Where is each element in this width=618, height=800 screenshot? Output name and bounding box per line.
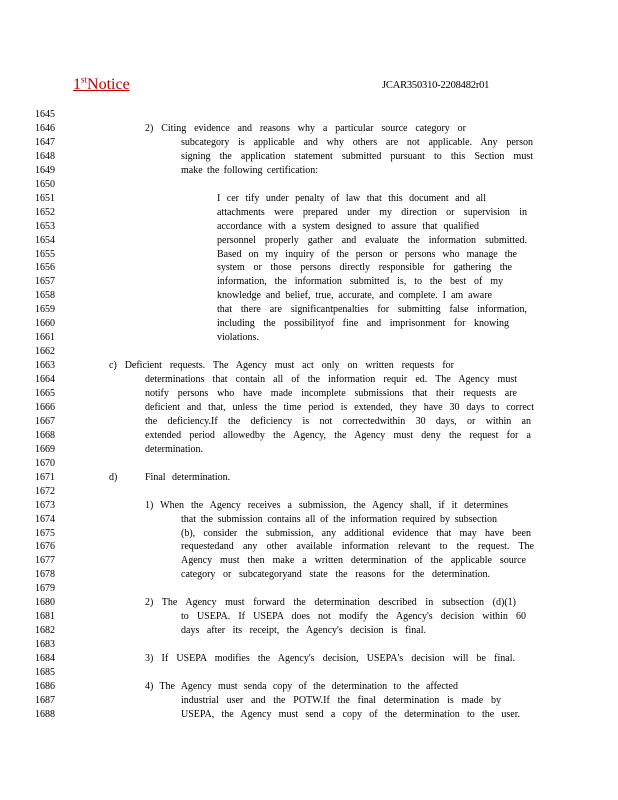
line-number: 1657 xyxy=(35,276,55,288)
line-number: 1672 xyxy=(35,485,55,497)
text-line: violations. xyxy=(217,332,259,344)
notice-label: 1stNotice xyxy=(73,74,130,93)
document-id: JCAR350310-2208482r01 xyxy=(382,80,490,91)
line-number: 1647 xyxy=(35,136,55,148)
text-line: days after its receipt, the Agency's decision is final. xyxy=(181,625,426,637)
line-number: 1651 xyxy=(35,192,55,204)
text-line: make the following certification: xyxy=(181,164,318,176)
line-number: 1688 xyxy=(35,708,55,720)
text-line: 4) The Agency must senda copy of the determination to the affected xyxy=(145,680,458,692)
text-line: 2) The Agency must forward the determination described in subsection (d)(1) xyxy=(145,597,516,609)
text-line: deficient and that, unless the time period is extended, they have 30 days to correct xyxy=(145,401,534,413)
text-line: that the submission contains all of the information required by subsection xyxy=(181,513,497,525)
line-number: 1655 xyxy=(35,248,55,260)
text-line: that there are significantpenalties for submitting false information, xyxy=(217,304,527,316)
line-number: 1685 xyxy=(35,667,55,678)
text-line: system or those persons directly responsible for gathering the xyxy=(217,262,512,274)
line-number: 1659 xyxy=(35,304,55,316)
text-line: 1) When the Agency receives a submission, the Agency shall, if it determines xyxy=(145,499,508,511)
line-number: 1656 xyxy=(35,262,55,274)
text-line: notify persons who have made incomplete submissions that their requests are xyxy=(145,388,517,399)
line-number: 1662 xyxy=(35,346,55,358)
line-number: 1676 xyxy=(35,541,55,553)
line-number: 1654 xyxy=(35,234,55,246)
line-number: 1650 xyxy=(35,178,55,190)
text-line: 3) If USEPA modifies the Agency's decision, USEPA's decision will be final. xyxy=(145,653,515,665)
line-number: 1675 xyxy=(35,527,55,539)
final-determination-heading: Final determination. xyxy=(145,471,231,483)
line-number: 1663 xyxy=(35,360,55,372)
line-number: 1670 xyxy=(35,457,55,469)
text-line: requestedand any other available information relevant to the request. The xyxy=(181,541,534,553)
text-line: (b), consider the submission, any additional evidence that may have been xyxy=(181,527,531,539)
line-number: 1660 xyxy=(35,318,55,330)
text-line: c) Deficient requests. The Agency must act only on written requests for xyxy=(109,360,454,372)
line-number: 1646 xyxy=(35,122,55,134)
text-line: Agency must then make a written determination of the applicable source xyxy=(181,555,526,567)
text-line: including the possibilityof fine and imprisonment for knowing xyxy=(217,318,509,330)
text-line: determination. xyxy=(145,443,204,455)
line-number: 1661 xyxy=(35,332,55,344)
text-line: attachments were prepared under my direction or supervision in xyxy=(217,206,527,218)
line-number: 1687 xyxy=(35,694,55,706)
line-number: 1668 xyxy=(35,429,55,441)
text-line: industrial user and the POTW.If the final determination is made by xyxy=(181,694,501,706)
text-line: extended period allowedby the Agency, the Agency must deny the request for a xyxy=(145,429,531,441)
line-number: 1673 xyxy=(35,499,55,511)
line-number: 1684 xyxy=(35,653,55,665)
line-number: 1678 xyxy=(35,569,55,581)
text-line: the deficiency.If the deficiency is not correctedwithin 30 days, or within an xyxy=(145,415,531,427)
line-number: 1683 xyxy=(35,639,55,651)
line-number: 1682 xyxy=(35,625,55,637)
line-number: 1674 xyxy=(35,513,55,525)
text-line: category or subcategoryand state the reasons for the determination. xyxy=(181,569,490,581)
text-line: d) xyxy=(109,471,118,483)
line-number: 1653 xyxy=(35,220,55,232)
text-line: Based on my inquiry of the person or persons who manage the xyxy=(217,248,517,260)
line-number: 1665 xyxy=(35,388,55,399)
text-line: signing the application statement submitted pursuant to this Section must xyxy=(181,150,533,162)
line-number: 1664 xyxy=(35,374,55,386)
line-number: 1666 xyxy=(35,401,55,413)
line-number: 1652 xyxy=(35,206,55,218)
line-number: 1645 xyxy=(35,109,55,120)
text-line: personnel properly gather and evaluate the information submitted. xyxy=(217,234,527,246)
text-line: information, the information submitted is, to the best of my xyxy=(217,276,503,288)
text-line: accordance with a system designed to assure that qualified xyxy=(217,220,479,232)
line-number: 1686 xyxy=(35,680,55,692)
line-number: 1677 xyxy=(35,555,55,567)
text-line: determinations that contain all of the information requir ed. The Agency must xyxy=(145,374,517,386)
line-number: 1671 xyxy=(35,471,55,483)
line-number: 1681 xyxy=(35,611,55,623)
text-line: I cer tify under penalty of law that this document and all xyxy=(217,192,486,204)
text-line: USEPA, the Agency must send a copy of the determination to the user. xyxy=(181,708,520,720)
line-number: 1680 xyxy=(35,597,55,609)
text-line: knowledge and belief, true, accurate, and complete. I am aware xyxy=(217,290,492,302)
line-number: 1649 xyxy=(35,164,55,176)
text-line: subcategory is applicable and why others are not applicable. Any person xyxy=(181,136,533,148)
line-number: 1648 xyxy=(35,150,55,162)
line-number: 1667 xyxy=(35,415,55,427)
text-line: to USEPA. If USEPA does not modify the Agency's decision within 60 xyxy=(181,611,526,623)
line-number: 1679 xyxy=(35,583,55,595)
line-number: 1669 xyxy=(35,443,55,455)
line-number: 1658 xyxy=(35,290,55,302)
text-line: 2) Citing evidence and reasons why a particular source category or xyxy=(145,122,466,134)
